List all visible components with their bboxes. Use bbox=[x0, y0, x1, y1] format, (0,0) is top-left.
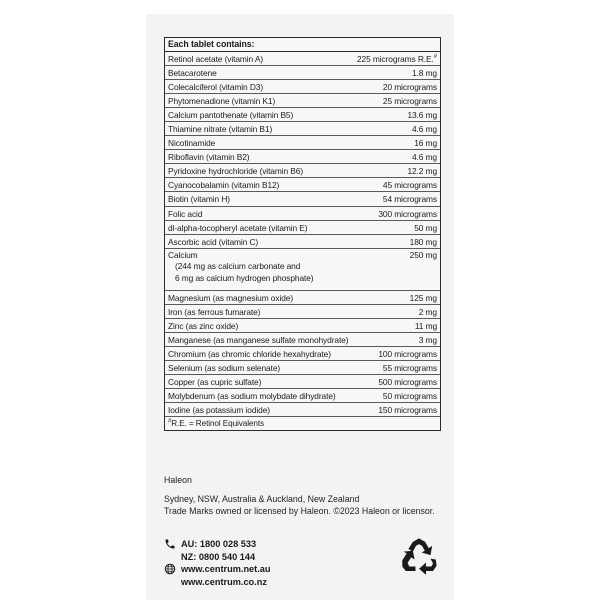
amount-value: 12.2 mg bbox=[407, 166, 437, 177]
table-row bbox=[165, 361, 440, 375]
ingredient-name: Calcium pantothenate (vitamin B5) bbox=[168, 110, 294, 121]
table-rows-minerals bbox=[165, 291, 440, 417]
amount-value: 2 mg bbox=[418, 306, 437, 317]
amount-value: 13.6 mg bbox=[407, 110, 437, 121]
ingredient-name: Nicotinamide bbox=[168, 138, 216, 149]
amount-value: 125 mg bbox=[409, 292, 437, 303]
table-row bbox=[165, 94, 440, 108]
table-row bbox=[165, 403, 440, 417]
calcium-sub-2: 6 mg as calcium hydrogen phosphate) bbox=[175, 272, 314, 283]
table-row bbox=[165, 66, 440, 80]
table-row bbox=[165, 235, 440, 249]
table-row bbox=[165, 319, 440, 333]
table-row bbox=[165, 178, 440, 192]
table-row bbox=[165, 291, 440, 305]
phone-icon bbox=[164, 538, 176, 550]
table-row bbox=[165, 122, 440, 136]
amount-value: 225 micrograms R.E. bbox=[356, 54, 434, 64]
table-row bbox=[165, 192, 440, 206]
ingredient-amount bbox=[383, 361, 437, 375]
ingredient-name: Ascorbic acid (vitamin C) bbox=[168, 236, 259, 247]
ingredient-amount bbox=[414, 221, 437, 235]
table-row bbox=[165, 108, 440, 122]
ingredient-amount bbox=[407, 108, 437, 122]
product-label-panel bbox=[146, 14, 454, 600]
ingredient-name: Iodine (as potassium iodide) bbox=[168, 405, 270, 416]
ingredient-amount bbox=[419, 305, 437, 319]
table-row bbox=[165, 136, 440, 150]
ingredient-name: Betacarotene bbox=[168, 68, 217, 79]
ingredient-amount bbox=[378, 403, 437, 417]
table-row bbox=[165, 389, 440, 403]
table-row bbox=[165, 347, 440, 361]
amount-value: 54 micrograms bbox=[382, 194, 437, 205]
ingredient-amount bbox=[412, 150, 437, 164]
ingredient-amount bbox=[378, 347, 437, 361]
amount-value: 25 micrograms bbox=[382, 96, 437, 107]
manufacturer-address bbox=[164, 474, 435, 518]
amount-value: 500 micrograms bbox=[378, 376, 437, 387]
phone-nz-line bbox=[164, 551, 271, 564]
ingredient-amount bbox=[410, 235, 437, 249]
ingredient-name: Biotin (vitamin H) bbox=[168, 194, 230, 205]
ingredient-amount bbox=[357, 52, 437, 66]
amount-value: 55 micrograms bbox=[382, 362, 437, 373]
table-row bbox=[165, 52, 440, 66]
contact-info bbox=[164, 538, 271, 588]
amount-value: 50 mg bbox=[414, 222, 437, 233]
company-location: Sydney, NSW, Australia & Auckland, New Zealand bbox=[164, 493, 360, 504]
ingredient-name: Selenium (as sodium selenate) bbox=[168, 362, 281, 373]
ingredient-name: Manganese (as manganese sulfate monohydrate) bbox=[168, 334, 349, 345]
footnote-sup: # bbox=[168, 418, 172, 425]
ingredient-name: Zinc (as zinc oxide) bbox=[168, 320, 239, 331]
amount-sup: # bbox=[433, 54, 437, 61]
ingredient-amount bbox=[378, 207, 437, 221]
ingredient-name: Thiamine nitrate (vitamin B1) bbox=[168, 124, 273, 135]
amount-value: 4.6 mg bbox=[411, 152, 437, 163]
ingredient-amount bbox=[410, 291, 437, 305]
amount-value: 1.8 mg bbox=[411, 68, 437, 79]
table-rows-vitamins bbox=[165, 52, 440, 249]
ingredient-name: Pyridoxine hydrochloride (vitamin B6) bbox=[168, 166, 304, 177]
calcium-sub-1: (244 mg as calcium carbonate and bbox=[175, 261, 301, 272]
ingredient-name: Molybdenum (as sodium molybdate dihydrate) bbox=[168, 390, 336, 401]
ingredient-amount bbox=[383, 192, 437, 206]
table-row bbox=[165, 164, 440, 178]
ingredient-amount bbox=[383, 80, 437, 94]
amount-value: 16 mg bbox=[414, 138, 437, 149]
ingredient-name: Phytomenadione (vitamin K1) bbox=[168, 96, 276, 107]
table-footnote bbox=[165, 417, 440, 430]
table-row-calcium bbox=[165, 249, 440, 291]
footnote-text: R.E. = Retinol Equivalents bbox=[171, 419, 264, 429]
table-row bbox=[165, 375, 440, 389]
calcium-name: Calcium bbox=[168, 249, 198, 260]
phone-au-line bbox=[164, 538, 271, 551]
ingredient-amount bbox=[412, 122, 437, 136]
amount-value: 100 micrograms bbox=[378, 348, 437, 359]
ingredient-amount bbox=[419, 333, 437, 347]
ingredient-amount bbox=[415, 319, 437, 333]
ingredient-amount bbox=[383, 389, 437, 403]
ingredient-name: Cyanocobalamin (vitamin B12) bbox=[168, 180, 280, 191]
ingredient-name: Chromium (as chromic chloride hexahydrate) bbox=[168, 348, 331, 359]
amount-value: 180 mg bbox=[409, 236, 437, 247]
ingredient-name: Riboflavin (vitamin B2) bbox=[168, 152, 250, 163]
trademark-notice: Trade Marks owned or licensed by Haleon. ©2023 Haleon or licensor. bbox=[164, 506, 435, 517]
table-row bbox=[165, 333, 440, 347]
ingredient-name: Copper (as cupric sulfate) bbox=[168, 376, 262, 387]
ingredient-name: Magnesium (as magnesium oxide) bbox=[168, 292, 294, 303]
ingredient-name: Colecalciferol (vitamin D3) bbox=[168, 82, 264, 93]
amount-value: 45 micrograms bbox=[382, 180, 437, 191]
table-row bbox=[165, 207, 440, 221]
table-row bbox=[165, 221, 440, 235]
phone-nz[interactable]: NZ: 0800 540 144 bbox=[181, 551, 256, 562]
ingredient-amount bbox=[412, 66, 437, 80]
table-row bbox=[165, 150, 440, 164]
amount-value: 4.6 mg bbox=[411, 124, 437, 135]
table-header: Each tablet contains: bbox=[165, 38, 440, 52]
amount-value: 3 mg bbox=[418, 334, 437, 345]
table-row bbox=[165, 305, 440, 319]
web-au[interactable]: www.centrum.net.au bbox=[181, 564, 271, 574]
amount-value: 150 micrograms bbox=[378, 405, 437, 416]
ingredient-name: dl-alpha-tocopheryl acetate (vitamin E) bbox=[168, 222, 308, 233]
ingredient-name: Iron (as ferrous fumarate) bbox=[168, 306, 261, 317]
ingredient-name: Folic acid bbox=[168, 208, 203, 219]
amount-value: 20 micrograms bbox=[382, 82, 437, 93]
ingredient-amount bbox=[383, 178, 437, 192]
web-nz[interactable]: www.centrum.co.nz bbox=[181, 576, 267, 587]
ingredient-amount bbox=[378, 375, 437, 389]
globe-icon bbox=[164, 563, 176, 575]
calcium-amount: 250 mg bbox=[409, 249, 437, 260]
ingredient-name: Retinol acetate (vitamin A) bbox=[168, 54, 264, 64]
ingredient-amount bbox=[383, 94, 437, 108]
ingredient-amount bbox=[407, 164, 437, 178]
nutrition-table bbox=[164, 37, 441, 431]
company-name: Haleon bbox=[164, 475, 192, 485]
amount-value: 11 mg bbox=[414, 320, 437, 331]
web-au-line bbox=[164, 563, 271, 576]
ingredient-amount bbox=[414, 136, 437, 150]
table-row bbox=[165, 80, 440, 94]
web-nz-line bbox=[164, 576, 271, 589]
phone-au[interactable]: AU: 1800 028 533 bbox=[181, 539, 257, 549]
recycle-icon bbox=[397, 534, 441, 578]
amount-value: 300 micrograms bbox=[378, 208, 437, 219]
amount-value: 50 micrograms bbox=[382, 390, 437, 401]
